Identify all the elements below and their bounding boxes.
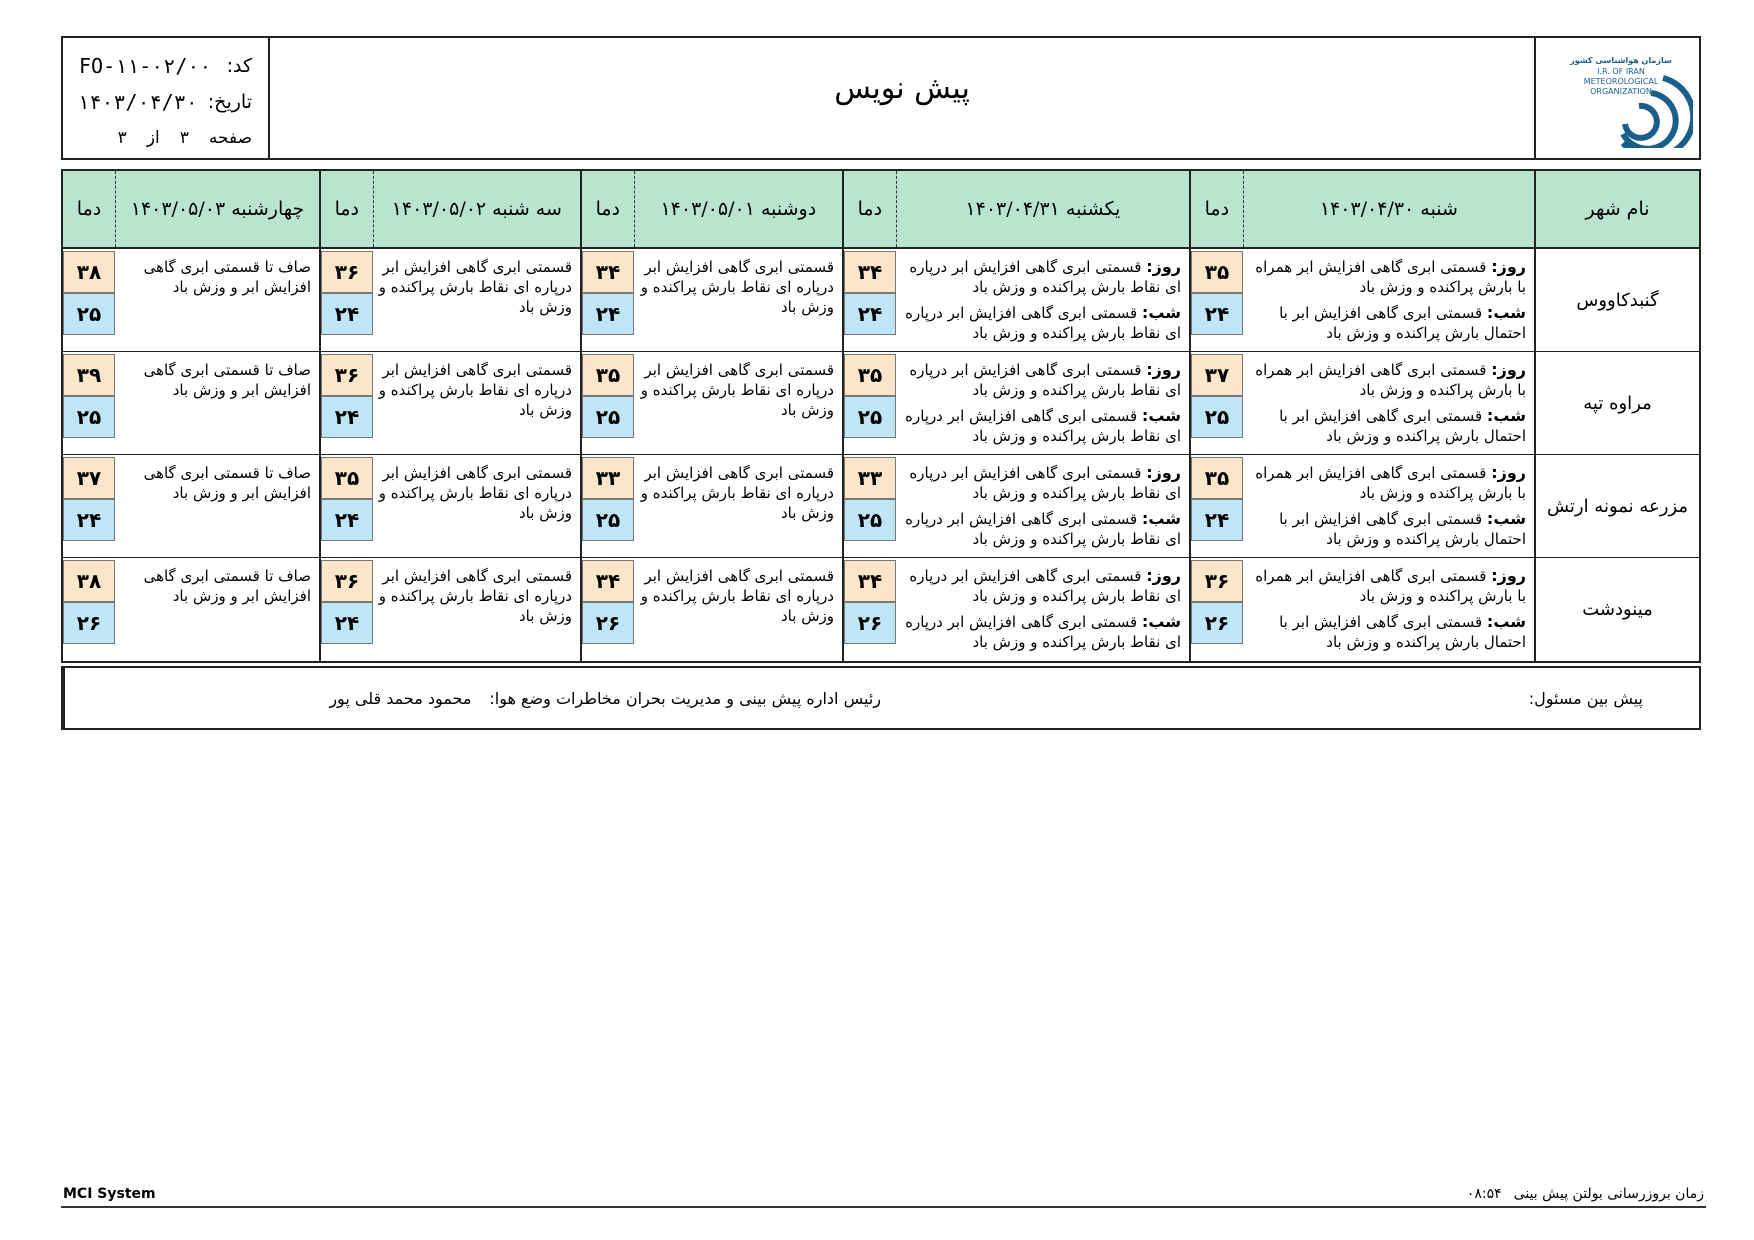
forecast-text: صاف تا قسمتی ابری گاهی افزایش ابر و وزش باد xyxy=(143,464,311,502)
forecast-cell xyxy=(580,352,842,454)
night-forecast xyxy=(1247,509,1526,549)
max-temp: ۳۴ xyxy=(844,251,896,293)
logo-en-line1: I.R. OF IRAN xyxy=(1596,67,1645,76)
max-temp: ۳۶ xyxy=(321,354,373,396)
forecast-text: قسمتی ابری گاهی افزایش ابر درپاره ای نقاط بارش پراکنده و وزش باد xyxy=(640,258,834,316)
night-forecast xyxy=(1247,303,1526,343)
temperature-cell xyxy=(582,249,634,351)
forecast-cell xyxy=(319,249,580,351)
forecast-cell xyxy=(63,558,319,661)
night-label: شب: xyxy=(1141,509,1181,528)
temp-header-label: دما xyxy=(857,198,883,220)
page-of: از xyxy=(146,128,160,148)
forecast-text xyxy=(1243,558,1534,661)
forecast-text: قسمتی ابری گاهی افزایش ابر درپاره ای نقاط بارش پراکنده و وزش باد xyxy=(640,464,834,522)
day-column-header xyxy=(842,171,1189,247)
forecast-text xyxy=(896,558,1189,661)
page-title: پیش نویس xyxy=(834,70,970,106)
min-temp: ۲۶ xyxy=(1191,602,1243,644)
night-forecast xyxy=(900,303,1181,343)
forecast-text: قسمتی ابری گاهی افزایش ابر درپاره ای نقاط بارش پراکنده و وزش باد xyxy=(378,361,572,419)
system-name: MCI System xyxy=(63,1186,156,1202)
forecast-text xyxy=(896,455,1189,557)
forecast-cell xyxy=(580,455,842,557)
max-temp: ۳۶ xyxy=(321,251,373,293)
page-total: ۳ xyxy=(117,128,127,148)
day-header-label: دوشنبه ۱۴۰۳/۰۵/۰۱ xyxy=(634,171,842,247)
temperature-cell xyxy=(1191,249,1243,351)
table-row xyxy=(63,455,1699,558)
min-temp: ۲۴ xyxy=(321,293,373,335)
max-temp: ۳۵ xyxy=(844,354,896,396)
min-temp: ۲۶ xyxy=(582,602,634,644)
head-name: محمود محمد قلی پور xyxy=(329,688,472,708)
night-text: قسمتی ابری گاهی افزایش ابر با احتمال بارش پراکنده و وزش باد xyxy=(1279,613,1526,651)
max-temp: ۳۵ xyxy=(1191,457,1243,499)
min-temp: ۲۴ xyxy=(321,602,373,644)
day-label: روز: xyxy=(1146,360,1181,379)
day-header-label: چهارشنبه ۱۴۰۳/۰۵/۰۳ xyxy=(115,171,319,247)
forecast-cell xyxy=(1189,352,1534,454)
night-text: قسمتی ابری گاهی افزایش ابر درپاره ای نقاط بارش پراکنده و وزش باد xyxy=(905,510,1181,548)
forecaster-label: پیش بین مسئول: xyxy=(1528,688,1643,708)
day-text: قسمتی ابری گاهی افزایش ابر همراه با بارش پراکنده و وزش باد xyxy=(1255,464,1526,502)
update-info xyxy=(1467,1186,1704,1202)
forecast-cell xyxy=(842,558,1189,661)
temperature-cell xyxy=(844,249,896,351)
day-label: روز: xyxy=(1146,566,1181,585)
forecast-cell xyxy=(1189,249,1534,351)
day-text: قسمتی ابری گاهی افزایش ابر درپاره ای نقاط بارش پراکنده و وزش باد xyxy=(909,258,1181,296)
max-temp: ۳۴ xyxy=(582,560,634,602)
night-forecast xyxy=(900,612,1181,652)
day-text: قسمتی ابری گاهی افزایش ابر درپاره ای نقاط بارش پراکنده و وزش باد xyxy=(909,361,1181,399)
city-name: مزرعه نمونه ارتش xyxy=(1534,455,1699,557)
min-temp: ۲۵ xyxy=(844,499,896,541)
min-temp: ۲۵ xyxy=(1191,396,1243,438)
day-forecast xyxy=(900,257,1181,297)
min-temp: ۲۴ xyxy=(321,396,373,438)
temperature-cell xyxy=(63,455,115,557)
temperature-cell xyxy=(582,558,634,661)
date-label: تاریخ: xyxy=(207,91,252,113)
day-forecast xyxy=(1247,257,1526,297)
day-forecast xyxy=(900,360,1181,400)
forecast-text xyxy=(896,249,1189,351)
forecast-text: قسمتی ابری گاهی افزایش ابر درپاره ای نقاط بارش پراکنده و وزش باد xyxy=(640,361,834,419)
max-temp: ۳۵ xyxy=(321,457,373,499)
table-row xyxy=(63,558,1699,661)
night-text: قسمتی ابری گاهی افزایش ابر با احتمال بارش پراکنده و وزش باد xyxy=(1279,407,1526,445)
night-forecast xyxy=(1247,612,1526,652)
temperature-cell xyxy=(844,455,896,557)
forecaster-section xyxy=(926,668,1699,728)
max-temp: ۳۳ xyxy=(844,457,896,499)
date-row xyxy=(79,84,252,120)
max-temp: ۳۶ xyxy=(321,560,373,602)
max-temp: ۳۴ xyxy=(582,251,634,293)
night-label: شب: xyxy=(1486,612,1526,631)
page-label: صفحه xyxy=(208,128,252,148)
logo-fa-text: سازمان هواشناسی کشور xyxy=(1569,56,1672,65)
document-header xyxy=(61,36,1701,160)
forecast-text xyxy=(1243,455,1534,557)
temperature-cell xyxy=(321,249,373,351)
max-temp: ۳۵ xyxy=(582,354,634,396)
min-temp: ۲۴ xyxy=(844,293,896,335)
day-text: قسمتی ابری گاهی افزایش ابر درپاره ای نقاط بارش پراکنده و وزش باد xyxy=(909,464,1181,502)
day-forecast xyxy=(1247,463,1526,503)
document-meta xyxy=(63,38,270,158)
day-text: قسمتی ابری گاهی افزایش ابر همراه با بارش پراکنده و وزش باد xyxy=(1255,361,1526,399)
forecast-cell xyxy=(319,455,580,557)
forecast-text: صاف تا قسمتی ابری گاهی افزایش ابر و وزش باد xyxy=(143,258,311,296)
max-temp: ۳۵ xyxy=(1191,251,1243,293)
temp-header-label: دما xyxy=(334,198,360,220)
min-temp: ۲۴ xyxy=(63,499,115,541)
forecast-cell xyxy=(842,455,1189,557)
iran-meteorological-organization-logo xyxy=(1543,48,1693,148)
day-forecast xyxy=(900,463,1181,503)
logo-en-line2: METEOROLOGICAL xyxy=(1583,77,1658,86)
min-temp: ۲۵ xyxy=(844,396,896,438)
head-section xyxy=(63,668,926,728)
forecast-cell xyxy=(580,558,842,661)
min-temp: ۲۵ xyxy=(63,396,115,438)
day-header-label: یکشنبه ۱۴۰۳/۰۴/۳۱ xyxy=(896,171,1189,247)
day-text: قسمتی ابری گاهی افزایش ابر درپاره ای نقاط بارش پراکنده و وزش باد xyxy=(909,567,1181,605)
code-value: FO-۱۱-۰۲/۰۰ xyxy=(79,54,212,78)
day-column-header xyxy=(1189,171,1534,247)
temperature-cell xyxy=(844,558,896,661)
min-temp: ۲۴ xyxy=(582,293,634,335)
day-text: قسمتی ابری گاهی افزایش ابر همراه با بارش پراکنده و وزش باد xyxy=(1255,258,1526,296)
day-label: روز: xyxy=(1491,566,1526,585)
night-label: شب: xyxy=(1486,509,1526,528)
head-label: رئیس اداره پیش بینی و مدیریت بحران مخاطرات وضع هوا: xyxy=(489,688,881,708)
forecast-cell xyxy=(63,352,319,454)
forecast-text xyxy=(1243,352,1534,454)
day-label: روز: xyxy=(1491,257,1526,276)
night-forecast xyxy=(900,406,1181,446)
day-column-header xyxy=(63,171,319,247)
page-indicator xyxy=(79,120,252,156)
update-time: ۰۸:۵۴ xyxy=(1466,1186,1502,1202)
night-text: قسمتی ابری گاهی افزایش ابر درپاره ای نقاط بارش پراکنده و وزش باد xyxy=(905,304,1181,342)
city-name: مراوه تپه xyxy=(1534,352,1699,454)
forecast-cell xyxy=(1189,455,1534,557)
day-label: روز: xyxy=(1491,360,1526,379)
night-label: شب: xyxy=(1486,406,1526,425)
city-name: گنبدکاووس xyxy=(1534,249,1699,351)
city-column-header: نام شهر xyxy=(1534,171,1699,247)
night-label: شب: xyxy=(1141,406,1181,425)
max-temp: ۳۸ xyxy=(63,560,115,602)
min-temp: ۲۶ xyxy=(63,602,115,644)
page-number: ۳ xyxy=(179,128,189,148)
forecast-cell xyxy=(63,455,319,557)
forecast-cell xyxy=(1189,558,1534,661)
forecast-cell xyxy=(319,558,580,661)
temperature-cell xyxy=(582,352,634,454)
night-label: شب: xyxy=(1141,612,1181,631)
forecast-text: قسمتی ابری گاهی افزایش ابر درپاره ای نقاط بارش پراکنده و وزش باد xyxy=(378,258,572,316)
min-temp: ۲۵ xyxy=(582,499,634,541)
night-text: قسمتی ابری گاهی افزایش ابر با احتمال بارش پراکنده و وزش باد xyxy=(1279,304,1526,342)
max-temp: ۳۸ xyxy=(63,251,115,293)
forecast-text: قسمتی ابری گاهی افزایش ابر درپاره ای نقاط بارش پراکنده و وزش باد xyxy=(378,567,572,625)
forecast-text: صاف تا قسمتی ابری گاهی افزایش ابر و وزش باد xyxy=(143,567,311,605)
city-name: مینودشت xyxy=(1534,558,1699,661)
temperature-cell xyxy=(844,352,896,454)
day-forecast xyxy=(1247,566,1526,606)
night-text: قسمتی ابری گاهی افزایش ابر با احتمال بارش پراکنده و وزش باد xyxy=(1279,510,1526,548)
min-temp: ۲۴ xyxy=(321,499,373,541)
temperature-cell xyxy=(1191,352,1243,454)
day-header-label: سه شنبه ۱۴۰۳/۰۵/۰۲ xyxy=(373,171,580,247)
table-header xyxy=(63,171,1699,249)
forecast-cell xyxy=(580,249,842,351)
forecast-table xyxy=(61,169,1701,663)
day-label: روز: xyxy=(1491,463,1526,482)
temp-header-label: دما xyxy=(1204,198,1230,220)
temperature-cell xyxy=(63,352,115,454)
update-label: زمان بروزرسانی بولتن پیش بینی xyxy=(1513,1186,1704,1202)
night-label: شب: xyxy=(1141,303,1181,322)
max-temp: ۳۳ xyxy=(582,457,634,499)
day-text: قسمتی ابری گاهی افزایش ابر همراه با بارش پراکنده و وزش باد xyxy=(1255,567,1526,605)
night-forecast xyxy=(1247,406,1526,446)
day-column-header xyxy=(319,171,580,247)
temperature-cell xyxy=(321,558,373,661)
logo-en-line3: ORGANIZATION xyxy=(1589,87,1652,96)
day-column-header xyxy=(580,171,842,247)
signature-box xyxy=(61,666,1701,730)
min-temp: ۲۵ xyxy=(63,293,115,335)
temperature-cell xyxy=(321,455,373,557)
day-label: روز: xyxy=(1146,463,1181,482)
date-value: ۱۴۰۳/۰۴/۳۰ xyxy=(77,90,198,114)
forecast-text: صاف تا قسمتی ابری گاهی افزایش ابر و وزش باد xyxy=(143,361,311,399)
day-header-label: شنبه ۱۴۰۳/۰۴/۳۰ xyxy=(1243,171,1534,247)
night-label: شب: xyxy=(1486,303,1526,322)
forecast-cell xyxy=(63,249,319,351)
min-temp: ۲۴ xyxy=(1191,499,1243,541)
logo xyxy=(1534,38,1699,158)
table-row xyxy=(63,249,1699,352)
min-temp: ۲۶ xyxy=(844,602,896,644)
day-label: روز: xyxy=(1146,257,1181,276)
max-temp: ۳۷ xyxy=(63,457,115,499)
temperature-cell xyxy=(582,455,634,557)
forecast-text xyxy=(896,352,1189,454)
forecast-text xyxy=(1243,249,1534,351)
forecast-cell xyxy=(842,249,1189,351)
max-temp: ۳۹ xyxy=(63,354,115,396)
night-forecast xyxy=(900,509,1181,549)
temperature-cell xyxy=(1191,455,1243,557)
night-text: قسمتی ابری گاهی افزایش ابر درپاره ای نقاط بارش پراکنده و وزش باد xyxy=(905,613,1181,651)
code-label: کد: xyxy=(226,55,252,77)
forecast-cell xyxy=(842,352,1189,454)
max-temp: ۳۴ xyxy=(844,560,896,602)
page-footer xyxy=(61,1184,1706,1208)
day-forecast xyxy=(1247,360,1526,400)
max-temp: ۳۶ xyxy=(1191,560,1243,602)
forecast-text: قسمتی ابری گاهی افزایش ابر درپاره ای نقاط بارش پراکنده و وزش باد xyxy=(640,567,834,625)
temperature-cell xyxy=(63,249,115,351)
night-text: قسمتی ابری گاهی افزایش ابر درپاره ای نقاط بارش پراکنده و وزش باد xyxy=(905,407,1181,445)
max-temp: ۳۷ xyxy=(1191,354,1243,396)
temperature-cell xyxy=(321,352,373,454)
forecast-text: قسمتی ابری گاهی افزایش ابر درپاره ای نقاط بارش پراکنده و وزش باد xyxy=(378,464,572,522)
min-temp: ۲۴ xyxy=(1191,293,1243,335)
temperature-cell xyxy=(63,558,115,661)
temp-header-label: دما xyxy=(595,198,621,220)
temp-header-label: دما xyxy=(76,198,102,220)
day-forecast xyxy=(900,566,1181,606)
temperature-cell xyxy=(1191,558,1243,661)
min-temp: ۲۵ xyxy=(582,396,634,438)
forecast-cell xyxy=(319,352,580,454)
code-row xyxy=(79,48,252,84)
table-row xyxy=(63,352,1699,455)
